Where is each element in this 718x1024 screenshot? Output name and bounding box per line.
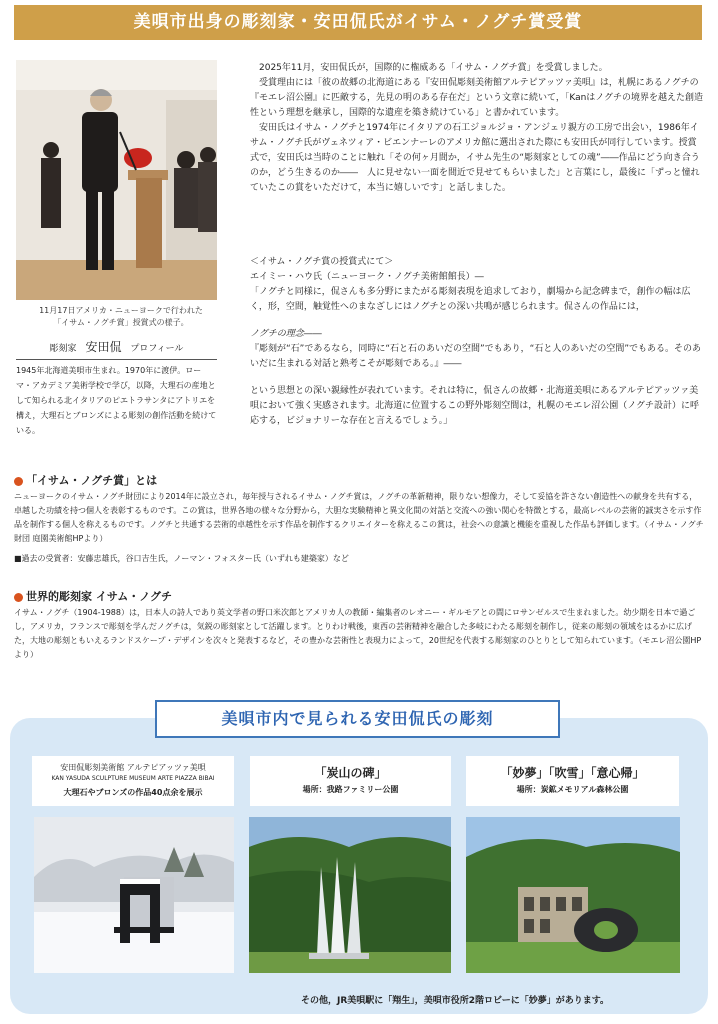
profile-prefix: 彫刻家 — [49, 344, 77, 354]
tanzan-title: 「炭山の碑」 — [314, 766, 387, 780]
caption-line-2: 「イサム・ノグチ賞」授賞式の様子。 — [53, 318, 189, 327]
ceremony-photo — [16, 60, 217, 300]
museum-card — [32, 756, 234, 806]
memorial-park-photo — [466, 817, 680, 973]
museum-desc: 大理石やブロンズの作品40点余を展示 — [63, 788, 203, 797]
sculpture-panel-title: 美唄市内で見られる安田侃氏の彫刻 — [155, 700, 560, 738]
page-title: 美唄市出身の彫刻家・安田侃氏がイサム・ノグチ賞受賞 — [14, 5, 702, 40]
museum-name-en: KAN YASUDA SCULPTURE MUSEUM ARTE PIAZZA BIBAI — [51, 775, 215, 782]
memorial-place: 場所：炭鉱メモリアル森林公園 — [516, 785, 629, 794]
closing-text: という思想との深い親縁性が表れています。それは特に，侃さんの故郷・北海道美唄にあるアルテピアッツァ美唄において強く実感されます。北海道に位置するこの野外彫刻空間は，札幌のモエレ沼公園（ノグチ設計）に呼応する，ビジョナリーな存在と言えるでしょう。」 — [250, 386, 700, 426]
ceremony-heading: ＜イサム・ノグチ賞の授賞式にて＞ — [250, 257, 394, 267]
noguchi-section — [14, 590, 704, 662]
museum-name: 安田侃彫刻美術館 アルテピアッツァ美唄 — [60, 763, 206, 772]
tanzan-place: 場所：我路ファミリー公園 — [302, 785, 399, 794]
prize-section — [14, 474, 704, 566]
noguchi-heading: 世界的彫刻家 イサム・ノグチ — [14, 590, 704, 604]
bullet-dot-icon — [14, 593, 23, 602]
tanzan-monument-photo — [249, 817, 451, 973]
bullet-dot-icon — [14, 477, 23, 486]
article-paragraph-3: 安田氏はイサム・ノグチと1974年にイタリアの石工ジョルジョ・アンジェリ親方の工房で出会い，1986年イサム・ノグチ氏がヴェネツィア・ビエンナーレのアメリカ館に選出された際にも安田氏が同行しています。授賞式で，安田氏は当時のことに触れ「その何ヶ月間か，イサム先生の“彫刻家としての魂”――作品にどう向き合うのか，どう生きるのか―― 人に見せない一面を間近で見せてもらいました」と言葉にし，最後に「ずっと憧れていたこの賞をいただけて，本当に嬉しいです」と話しました。 — [250, 123, 700, 193]
memorial-card — [466, 756, 679, 806]
prize-body: ニューヨークのイサム・ノグチ財団により2014年に設立され，毎年授与されるイサム・ノグチ賞は，ノグチの革新精神，限りない想像力，そして妥協を許さない創造性への献身を共有する，卓越した功績を持つ個人を表彰するものです。この賞は，世界各地の様々な分野から，大胆な実験精神と異文化間の対話と交流への強い関心を特徴とする，最高レベルの芸術的誠実さを示す作品を制作する個人を称えるものです。ノグチと共通する芸術的卓越性を示す作品を制作するクリエイターを称えるこの賞は，社会への意識と機能を重視した作品も評価します。（イサム・ノグチ財団 庭園美術館HPより） — [14, 492, 704, 543]
prize-heading: 「イサム・ノグチ賞」とは — [14, 474, 704, 488]
profile-name: 安田侃 — [85, 340, 122, 354]
ceremony-notes — [250, 255, 705, 429]
concept-heading: ノグチの理念―― — [250, 329, 322, 339]
profile-suffix: プロフィール — [130, 344, 184, 354]
profile-heading — [16, 338, 217, 360]
profile-text: 1945年北海道美唄市生まれ。1970年に渡伊。ローマ・アカデミア美術学校で学び，以降，大理石の産地として知られる北イタリアのピエトラサンタにアトリエを構え，大理石とブロンズによる彫刻の創作活動を続けている。 — [16, 366, 217, 435]
article-paragraph-1: 2025年11月，安田侃氏が，国際的に権威ある「イサム・ノグチ賞」を受賞しました。 — [259, 63, 608, 73]
museum-sculpture-photo — [34, 817, 234, 973]
concept-quote: 『彫刻が“石”であるなら，同時に“石と石のあいだの空間”でもあり，“石と人のあいだの空間”でもある。そのあいだに生まれる対話と熟考こそが彫刻である。』―― — [250, 344, 701, 369]
noguchi-body: イサム・ノグチ（1904-1988）は，日本人の詩人であり英文学者の野口米次郎とアメリカ人の教師・編集者のレオニー・ギルモアとの間にロサンゼルスで生まれました。幼少期を日本で過ごし，アメリカ，フランスで彫刻を学んだノグチは，気鋭の彫刻家として活躍します。とりわけ戦後，東西の芸術精神を融合した多岐にわたる彫刻を制作し，従来の彫刻の領域をはるかに広げた，大地の彫刻ともいえるランドスケープ・デザインを次々と発表するなど，その豊かな芸術性と表現力によって，20世紀を代表する彫刻家のひとりとして知られています。（モエレ沼公園HPより） — [14, 608, 702, 659]
photo-caption — [26, 305, 216, 329]
speaker-line: エイミー・ハウ氏（ニューヨーク・ノグチ美術館館長）― — [250, 272, 484, 282]
tanzan-card — [250, 756, 451, 806]
caption-line-1: 11月17日アメリカ・ニューヨークで行われた — [39, 306, 203, 315]
article-paragraph-2: 受賞理由には「彼の故郷の北海道にある『安田侃彫刻美術館アルテピアッツァ美唄』は，札幌にあるノグチの『モエレ沼公園』に匹敵する，先見の明のある存在だ」という文章に続いて，「Kanはノグチの境界を越えた創造性という理想を継承し，国際的な遺産を築き続けている」と書かれています。 — [250, 78, 704, 118]
memorial-title: 「妙夢」「吹雪」「意心帰」 — [500, 766, 645, 780]
speaker-quote: 「ノグチと同様に，侃さんも多分野にまたがる彫刻表現を追求しており，劇場から記念碑まで，創作の幅は広く，形，空間，触覚性へのまなざしにはノグチとの深い共鳴が感じられます。侃さんの作品には， — [250, 287, 691, 312]
footer-note: その他，JR美唄駅に「翔生」，美唄市役所2階ロビーに「妙夢」があります。 — [301, 996, 609, 1006]
past-winners: ■過去の受賞者：安藤忠雄氏，谷口吉生氏，ノーマン・フォスター氏（いずれも建築家）など — [14, 554, 349, 563]
article-body — [250, 61, 705, 196]
